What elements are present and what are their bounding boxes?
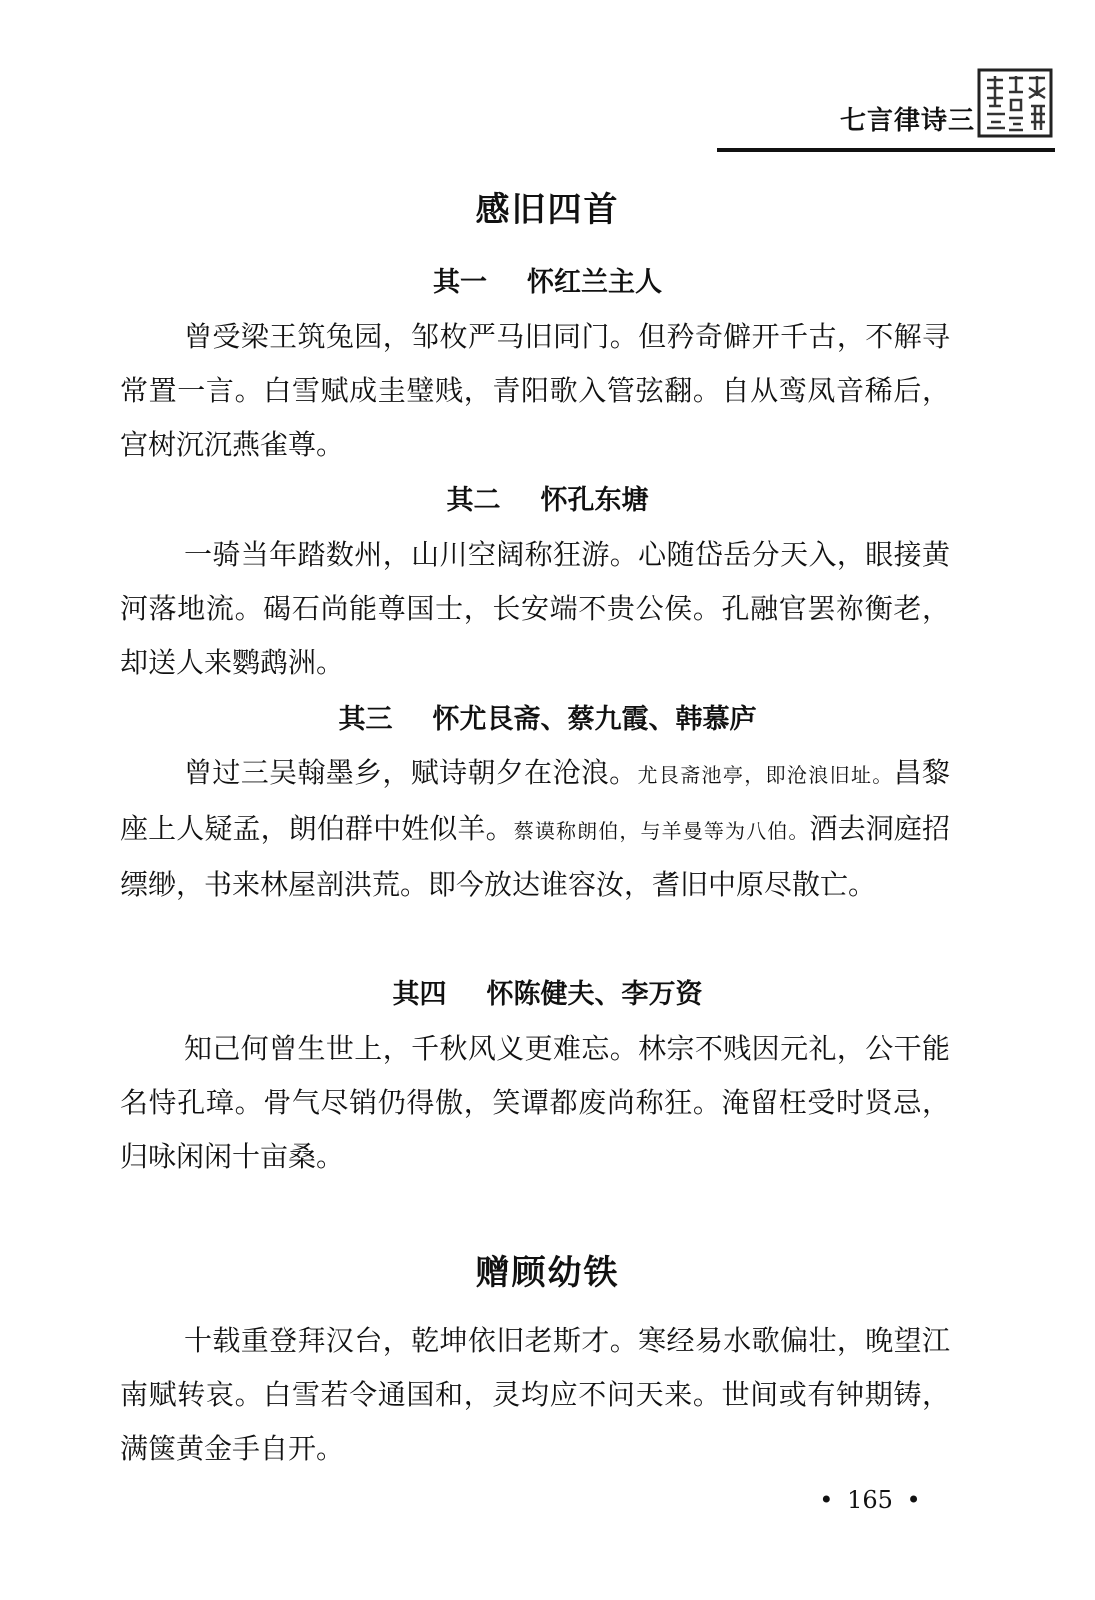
subtitle-part-2	[0, 478, 1095, 517]
poem-text-part-2: 一骑当年踏数州，山川空阔称狂游。心随岱岳分天入，眼接黄河落地流。碣石尚能尊国士，长安端不贵公侯。孔融官罢祢衡老，却送人来鹦鹉洲。	[120, 538, 950, 679]
poem-title: 赠顾幼铁	[475, 1253, 620, 1293]
part-number: 其三	[338, 704, 393, 735]
verse-segment: 曾过三吴翰墨乡，赋诗朝夕在沧浪。	[184, 756, 638, 789]
poem-text-part-4: 知己何曾生世上，千秋风义更难忘。林宗不贱因元礼，公干能名恃孔璋。骨气尽销仍得傲，笑谭都废尚称狂。淹留枉受时贤忌，归咏闲闲十亩桑。	[120, 1032, 950, 1173]
part-number: 其四	[392, 979, 447, 1010]
part-number: 其一	[433, 267, 487, 298]
poem-title: 感旧四首	[475, 190, 620, 230]
part-number: 其二	[446, 485, 501, 516]
header-rule	[717, 148, 1055, 152]
part-name: 怀尤艮斋、蔡九霞、韩慕庐	[432, 704, 757, 735]
annotation-note: 尤艮斋池亭，即沧浪旧址。	[637, 763, 894, 787]
part-name: 怀红兰主人	[527, 267, 662, 298]
verse-segment: 酒去洞庭招缥缈，书来林屋剖洪荒。即今放达谁容汝，耆旧中原尽散亡。	[120, 812, 950, 901]
seal-stamp-icon	[977, 68, 1053, 138]
subtitle-part-4	[0, 972, 1095, 1011]
annotation-note: 蔡谟称朗伯，与羊曼等为八伯。	[513, 819, 810, 843]
subtitle-part-3	[0, 697, 1095, 736]
running-header-title: 七言律诗三	[839, 106, 975, 136]
poem-text: 十载重登拜汉台，乾坤依旧老斯才。寒经易水歌偏壮，晚望江南赋转哀。白雪若令通国和，灵均应不问天来。世间或有钟期铸，满箧黄金手自开。	[120, 1324, 950, 1465]
page-number: • 165 •	[819, 1486, 921, 1514]
part-name: 怀孔东塘	[540, 485, 649, 516]
verse-segment: 昌黎座上人疑孟，朗伯群中姓似羊。	[120, 756, 950, 845]
subtitle-part-1	[0, 260, 1095, 299]
poem-text-part-3	[120, 746, 950, 912]
part-name: 怀陈健夫、李万资	[486, 979, 703, 1010]
poem-text-part-1: 曾受梁王筑兔园，邹枚严马旧同门。但矜奇僻开千古，不解寻常置一言。白雪赋成圭璧贱，青阳歌入管弦翻。自从鸾凤音稀后，宫树沉沉燕雀尊。	[120, 320, 950, 461]
